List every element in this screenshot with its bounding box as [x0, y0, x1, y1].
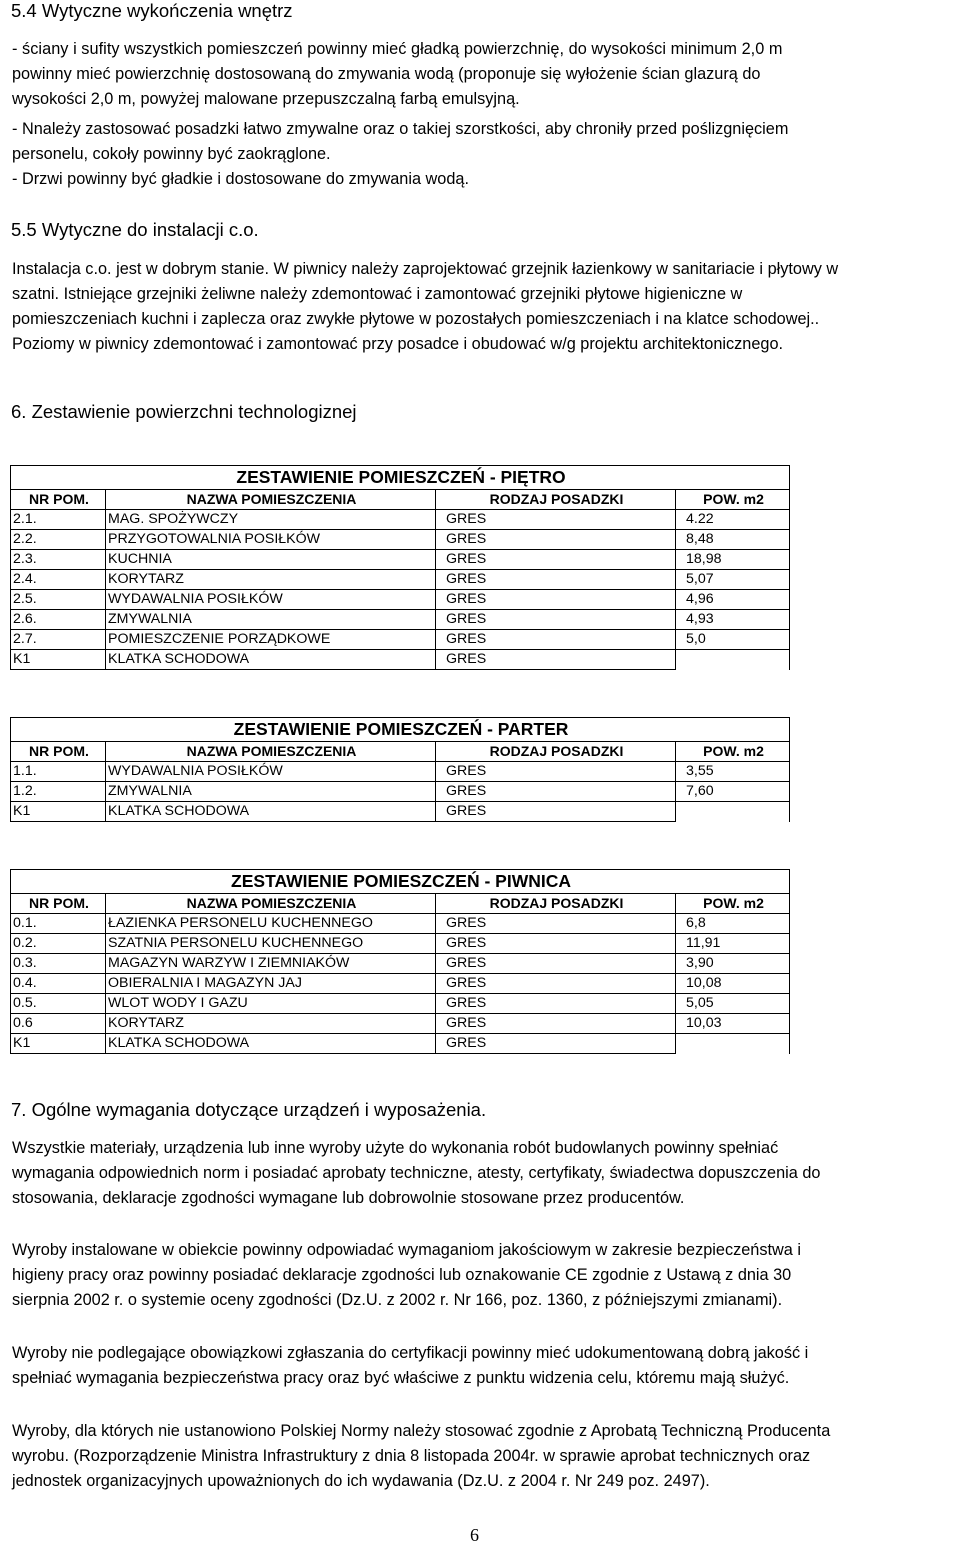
cell-name: WYDAWALNIA POSIŁKÓW: [106, 590, 436, 610]
cell-nr: 2.5.: [11, 590, 106, 610]
table-row: [11, 802, 790, 822]
cell-floor: GRES: [436, 994, 676, 1014]
cell-nr: 0.2.: [11, 934, 106, 954]
header-floor: RODZAJ POSADZKI: [436, 490, 676, 510]
text-line: wysokości 2,0 m, powyżej malowane przepuszczalną farbą emulsyjną.: [12, 90, 520, 108]
text-line: wyrobu. (Rozporządzenie Ministra Infrastruktury z dnia 8 listopada 2004r. w sprawie aprobat technicznych oraz: [12, 1447, 811, 1465]
table-row: [11, 994, 790, 1014]
cell-area: 11,91: [676, 934, 790, 954]
cell-nr: 0.3.: [11, 954, 106, 974]
cell-nr: 0.5.: [11, 994, 106, 1014]
cell-floor: GRES: [436, 610, 676, 630]
table-header-row: [11, 742, 790, 762]
rooms-table-pietro: [10, 465, 790, 670]
s7-paragraph-4: [12, 1419, 952, 1494]
text-line: szatni. Istniejące grzejniki żeliwne należy zdemontować i zamontować grzejniki płytowe higieniczne w: [12, 285, 743, 303]
text-line: pomieszczeniach kuchni i zaplecza oraz zwykłe płytowe w pozostałych pomieszczeniach i na klatce schodowej..: [12, 310, 820, 328]
cell-name: KORYTARZ: [106, 570, 436, 590]
rooms-table-piwnica: [10, 869, 790, 1054]
s54-item-3: [12, 167, 952, 192]
header-floor: RODZAJ POSADZKI: [436, 894, 676, 914]
cell-floor: GRES: [436, 590, 676, 610]
s54-item-2: [12, 117, 952, 167]
cell-area: 6,8: [676, 914, 790, 934]
cell-area: 18,98: [676, 550, 790, 570]
cell-area: 5,05: [676, 994, 790, 1014]
cell-name: PRZYGOTOWALNIA POSIŁKÓW: [106, 530, 436, 550]
cell-name: ŁAZIENKA PERSONELU KUCHENNEGO: [106, 914, 436, 934]
s7-paragraph-3: [12, 1341, 952, 1391]
table-row: [11, 914, 790, 934]
cell-floor: GRES: [436, 914, 676, 934]
cell-floor: GRES: [436, 650, 676, 670]
cell-floor: GRES: [436, 974, 676, 994]
table-row: [11, 650, 790, 670]
cell-nr: K1: [11, 1034, 106, 1054]
cell-name: POMIESZCZENIE PORZĄDKOWE: [106, 630, 436, 650]
table-row: [11, 974, 790, 994]
cell-floor: GRES: [436, 934, 676, 954]
cell-area: 4,93: [676, 610, 790, 630]
cell-area: 3,55: [676, 762, 790, 782]
section-7-heading: 7. Ogólne wymagania dotyczące urządzeń i wyposażenia.: [11, 1099, 487, 1120]
text-line: stosowania, deklaracje zgodności wymagane lub dobrowolnie stosowane przez producentów.: [12, 1189, 685, 1207]
header-nr: NR POM.: [11, 894, 106, 914]
text-line: Instalacja c.o. jest w dobrym stanie. W piwnicy należy zaprojektować grzejnik łazienkowy w sanitariacie i płytowy w: [12, 260, 839, 278]
s7-paragraph-2: [12, 1238, 952, 1313]
cell-floor: GRES: [436, 530, 676, 550]
text-line: spełniać wymagania bezpieczeństwa pracy oraz być właściwe z punktu widzenia celu, któremu mają służyć.: [12, 1369, 790, 1387]
text-line: powinny mieć powierzchnię dostosowaną do zmywania wodą (proponuje się wyłożenie ścian glazurą do: [12, 65, 761, 83]
cell-nr: 2.3.: [11, 550, 106, 570]
cell-nr: 2.2.: [11, 530, 106, 550]
text-line: Wszystkie materiały, urządzenia lub inne wyroby użyte do wykonania robót budowlanych powinny spełniać: [12, 1139, 779, 1157]
table-row: [11, 630, 790, 650]
cell-name: KORYTARZ: [106, 1014, 436, 1034]
cell-floor: GRES: [436, 1034, 676, 1054]
text-line: Wyroby instalowane w obiekcie powinny odpowiadać wymaganiom jakościowym w zakresie bezpieczeństwa i: [12, 1241, 801, 1259]
table-row: [11, 1014, 790, 1034]
table-row: [11, 570, 790, 590]
header-name: NAZWA POMIESZCZENIA: [106, 490, 436, 510]
cell-name: MAGAZYN WARZYW I ZIEMNIAKÓW: [106, 954, 436, 974]
cell-name: KLATKA SCHODOWA: [106, 1034, 436, 1054]
table-row: [11, 762, 790, 782]
header-name: NAZWA POMIESZCZENIA: [106, 894, 436, 914]
text-line: - Nnależy zastosować posadzki łatwo zmywalne oraz o takiej szorstkości, aby chroniły przed poślizgnięciem: [12, 120, 789, 138]
cell-name: MAG. SPOŻYWCZY: [106, 510, 436, 530]
section-5-4-heading: 5.4 Wytyczne wykończenia wnętrz: [11, 0, 293, 21]
table-header-row: [11, 894, 790, 914]
table-row: [11, 934, 790, 954]
text-line: Wyroby, dla których nie ustanowiono Polskiej Normy należy stosować zgodnie z Aprobatą Techniczną Producenta: [12, 1422, 831, 1440]
cell-area: [676, 1034, 790, 1054]
table-title: ZESTAWIENIE POMIESZCZEŃ - PIWNICA: [11, 870, 790, 894]
cell-name: WLOT WODY I GAZU: [106, 994, 436, 1014]
cell-area: 4.22: [676, 510, 790, 530]
cell-area: 7,60: [676, 782, 790, 802]
table-row: [11, 590, 790, 610]
s54-item-1: [12, 37, 952, 112]
table-body: [11, 914, 790, 1054]
cell-nr: 2.6.: [11, 610, 106, 630]
cell-name: WYDAWALNIA POSIŁKÓW: [106, 762, 436, 782]
cell-nr: K1: [11, 650, 106, 670]
header-name: NAZWA POMIESZCZENIA: [106, 742, 436, 762]
text-line: sierpnia 2002 r. o systemie oceny zgodności (Dz.U. z 2002 r. Nr 166, poz. 1360, z późniejszymi zmianami).: [12, 1291, 783, 1309]
text-line: higieny pracy oraz powinny posiadać deklaracje zgodności lub oznakowanie CE zgodnie z Ustawą z dnia 30: [12, 1266, 792, 1284]
text-line: - Drzwi powinny być gładkie i dostosowane do zmywania wodą.: [12, 170, 469, 188]
cell-floor: GRES: [436, 550, 676, 570]
cell-area: 10,08: [676, 974, 790, 994]
cell-floor: GRES: [436, 782, 676, 802]
cell-floor: GRES: [436, 762, 676, 782]
table-row: [11, 610, 790, 630]
table-row: [11, 550, 790, 570]
s55-paragraph: [12, 257, 952, 357]
cell-name: OBIERALNIA I MAGAZYN JAJ: [106, 974, 436, 994]
cell-floor: GRES: [436, 570, 676, 590]
header-area: POW. m2: [676, 490, 790, 510]
cell-nr: 0.6: [11, 1014, 106, 1034]
table-row: [11, 510, 790, 530]
cell-area: 8,48: [676, 530, 790, 550]
cell-area: [676, 650, 790, 670]
cell-area: 10,03: [676, 1014, 790, 1034]
table-row: [11, 782, 790, 802]
cell-nr: K1: [11, 802, 106, 822]
table-row: [11, 954, 790, 974]
s7-paragraph-1: [12, 1136, 952, 1211]
table-row: [11, 1034, 790, 1054]
cell-name: KUCHNIA: [106, 550, 436, 570]
cell-area: 4,96: [676, 590, 790, 610]
header-nr: NR POM.: [11, 742, 106, 762]
page-number: 6: [470, 1525, 479, 1545]
cell-nr: 2.4.: [11, 570, 106, 590]
cell-floor: GRES: [436, 630, 676, 650]
cell-name: KLATKA SCHODOWA: [106, 650, 436, 670]
cell-nr: 1.1.: [11, 762, 106, 782]
cell-name: SZATNIA PERSONELU KUCHENNEGO: [106, 934, 436, 954]
cell-nr: 0.1.: [11, 914, 106, 934]
cell-floor: GRES: [436, 802, 676, 822]
text-line: - ściany i sufity wszystkich pomieszczeń powinny mieć gładką powierzchnię, do wysokości minimum 2,0 m: [12, 40, 783, 58]
cell-area: 5,07: [676, 570, 790, 590]
header-area: POW. m2: [676, 742, 790, 762]
header-floor: RODZAJ POSADZKI: [436, 742, 676, 762]
header-area: POW. m2: [676, 894, 790, 914]
text-line: Wyroby nie podlegające obowiązkowi zgłaszania do certyfikacji powinny mieć udokumentowaną dobrą jakość i: [12, 1344, 809, 1362]
cell-nr: 0.4.: [11, 974, 106, 994]
cell-floor: GRES: [436, 954, 676, 974]
text-line: personelu, cokoły powinny być zaokrąglone.: [12, 145, 331, 163]
cell-name: ZMYWALNIA: [106, 610, 436, 630]
cell-floor: GRES: [436, 1014, 676, 1034]
section-5-5-heading: 5.5 Wytyczne do instalacji c.o.: [11, 219, 259, 240]
cell-nr: 2.7.: [11, 630, 106, 650]
cell-name: KLATKA SCHODOWA: [106, 802, 436, 822]
section-6-heading: 6. Zestawienie powierzchni technologiznej: [11, 401, 357, 422]
table-header-row: [11, 490, 790, 510]
table-title: ZESTAWIENIE POMIESZCZEŃ - PIĘTRO: [11, 466, 790, 490]
cell-nr: 1.2.: [11, 782, 106, 802]
cell-area: [676, 802, 790, 822]
cell-area: 3,90: [676, 954, 790, 974]
text-line: jednostek organizacyjnych upoważnionych do ich wydawania (Dz.U. z 2004 r. Nr 249 poz. 2497).: [12, 1472, 710, 1490]
table-body: [11, 510, 790, 670]
table-title: ZESTAWIENIE POMIESZCZEŃ - PARTER: [11, 718, 790, 742]
cell-floor: GRES: [436, 510, 676, 530]
table-row: [11, 530, 790, 550]
rooms-table-parter: [10, 717, 790, 822]
cell-nr: 2.1.: [11, 510, 106, 530]
table-body: [11, 762, 790, 822]
text-line: wymagania odpowiednich norm i posiadać aprobaty techniczne, atesty, certyfikaty, świadectwa dopuszczenia do: [12, 1164, 821, 1182]
header-nr: NR POM.: [11, 490, 106, 510]
cell-area: 5,0: [676, 630, 790, 650]
cell-name: ZMYWALNIA: [106, 782, 436, 802]
text-line: Poziomy w piwnicy zdemontować i zamontować przy posadce i obudować w/g projektu architektonicznego.: [12, 335, 784, 353]
